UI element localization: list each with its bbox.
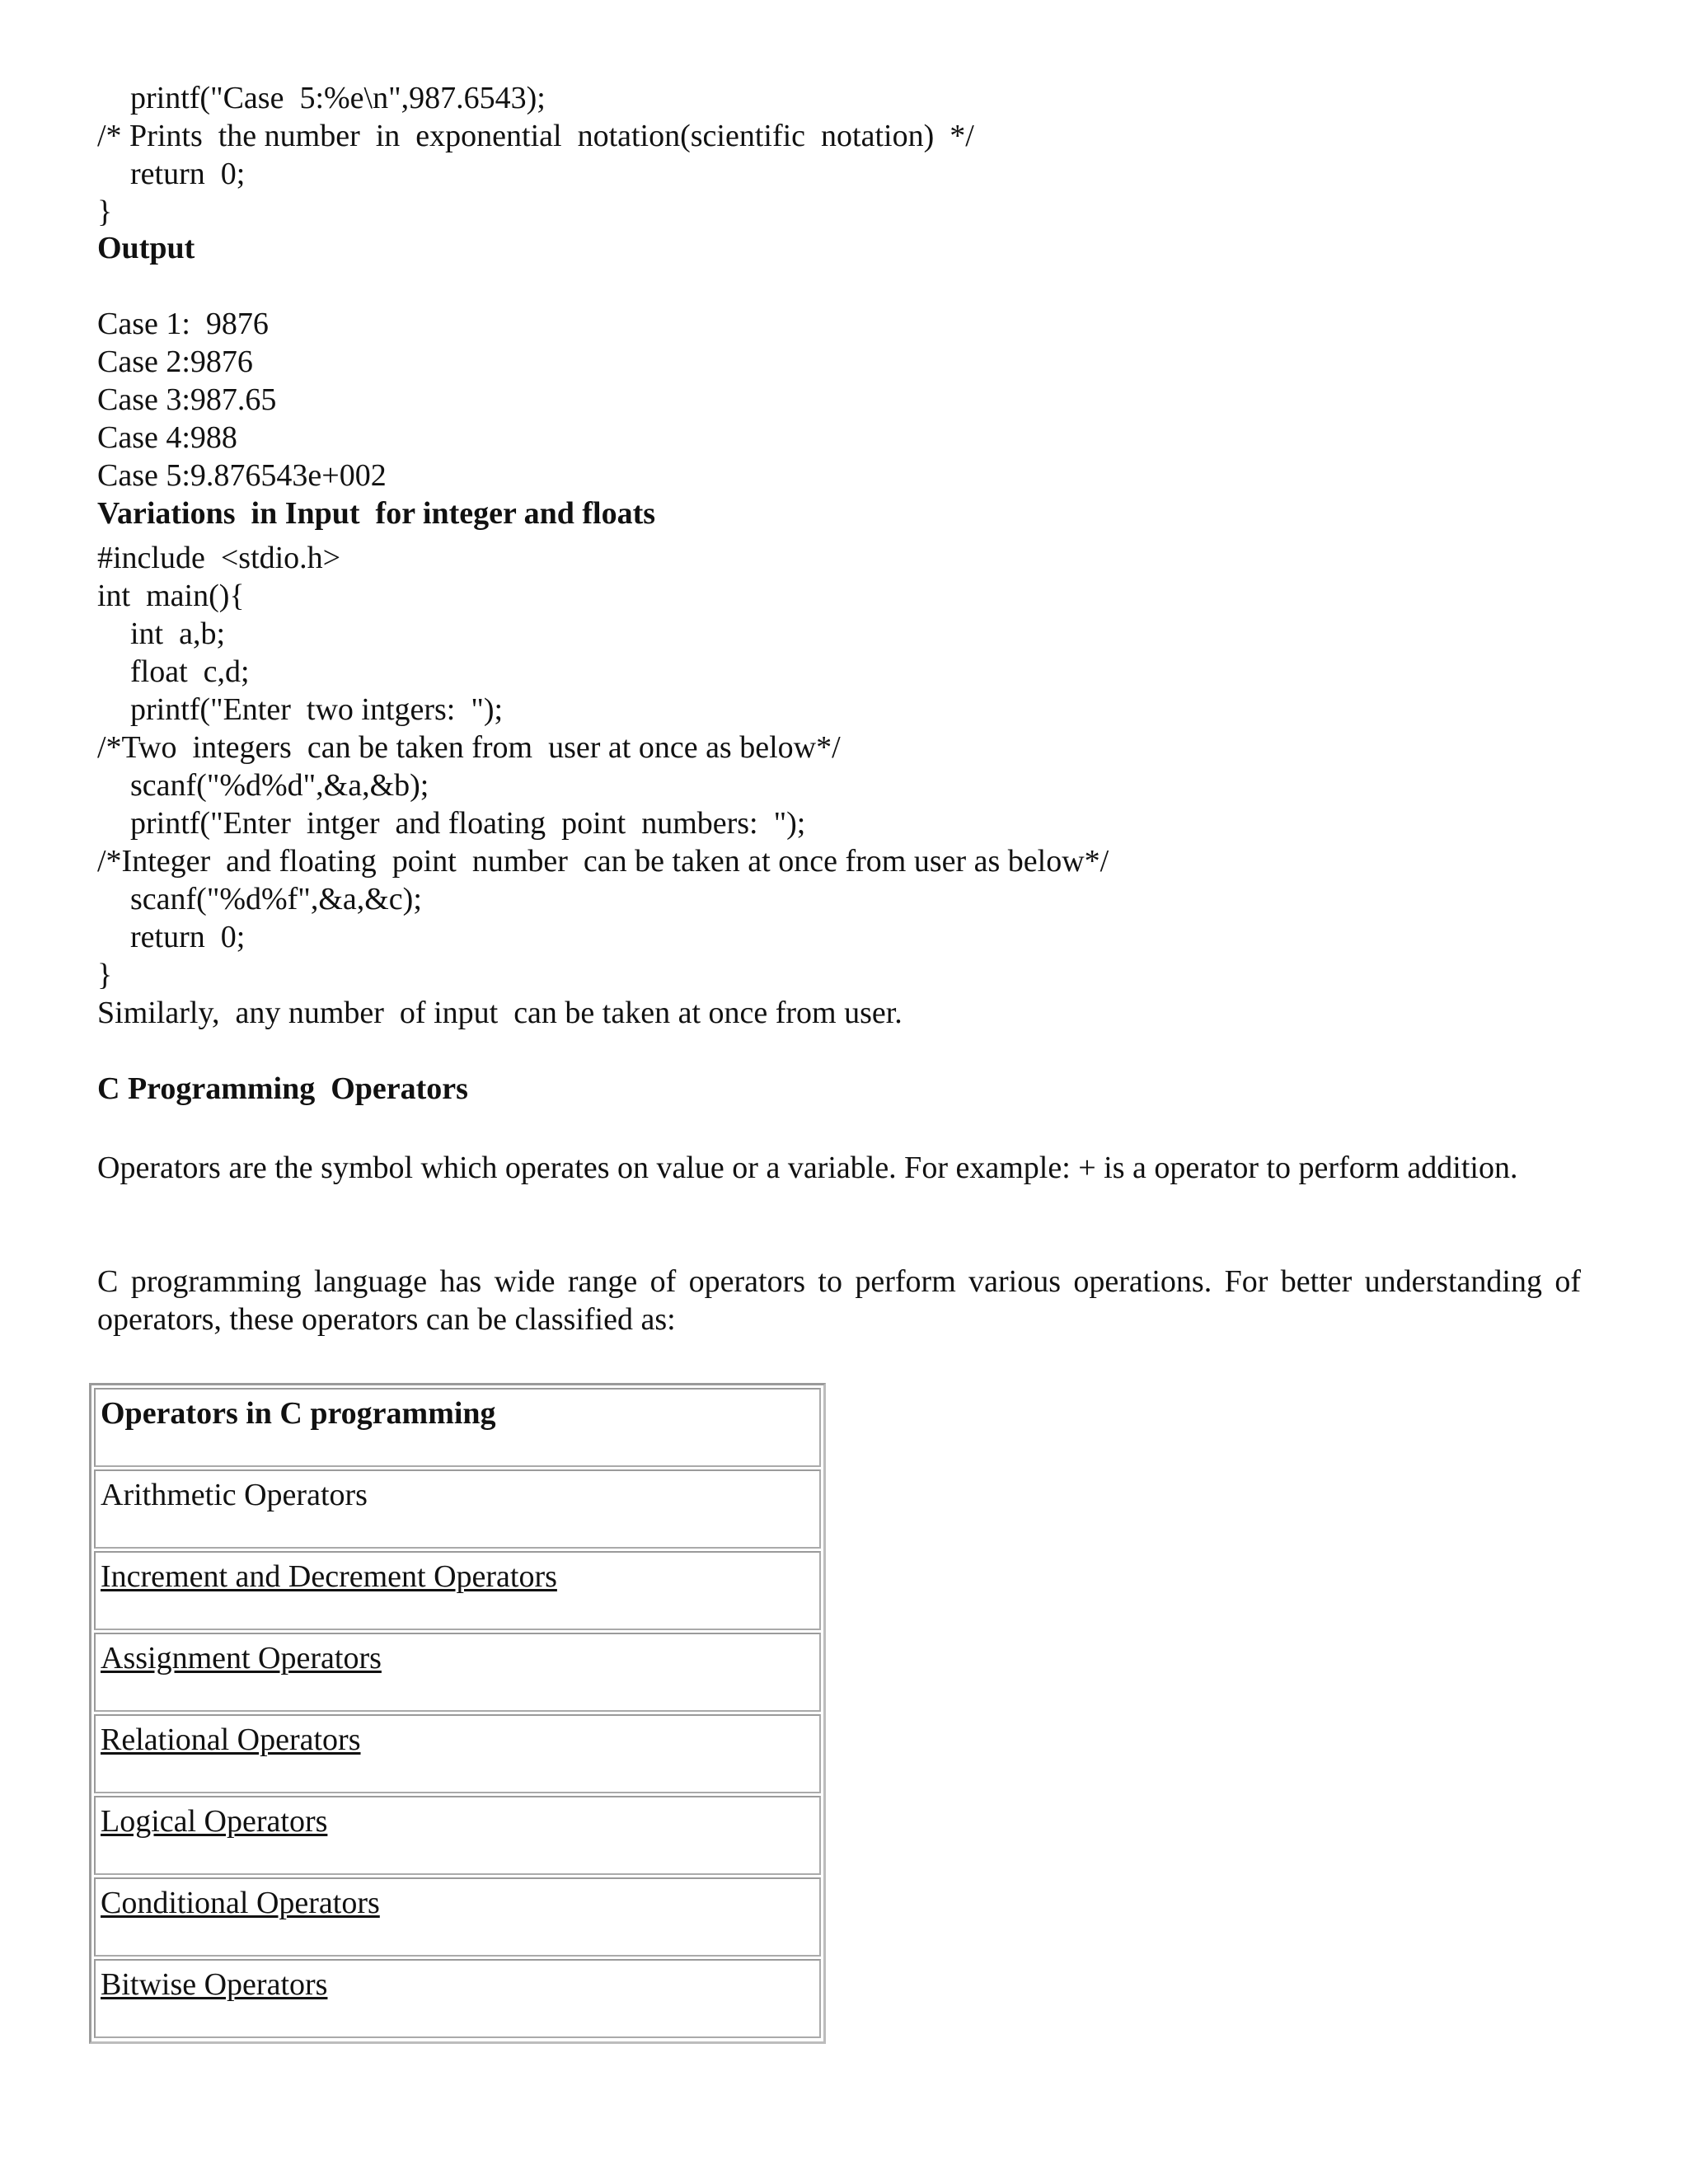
code-line: } [97,958,113,992]
similarly-text: Similarly, any number of input can be taken at once from user. [97,996,903,1030]
output-line: Case 5:9.876543e+002 [97,458,387,493]
table-header-label: Operators in C programming [101,1396,496,1431]
code-line: return 0; [130,157,246,191]
operators-table [89,1383,826,2044]
paragraph-operators-classification: C programming language has wide range of operators to perform various operations. For better understanding of operators, these operators can be classified as: [97,1264,1581,1337]
table-row [94,1469,821,1549]
table-row [94,1633,821,1712]
code-comment: /* Prints the number in exponential notation(scientific notation) */ [97,119,974,153]
table-row [94,1959,821,2038]
code-line: #include <stdio.h> [97,541,341,575]
output-heading: Output [97,231,195,265]
output-line: Case 2:9876 [97,344,253,379]
code-comment: /*Two integers can be taken from user at once as below*/ [97,730,841,765]
code-line: printf("Case 5:%e\n",987.6543); [130,81,546,115]
code-line: return 0; [130,920,246,954]
relational-operators-link[interactable]: Relational Operators [101,1722,361,1757]
conditional-operators-link[interactable]: Conditional Operators [101,1886,380,1920]
code-line: int main(){ [97,579,245,613]
table-row [94,1714,821,1793]
operators-heading: C Programming Operators [97,1071,468,1106]
code-comment: /*Integer and floating point number can be taken at once from user as below*/ [97,844,1109,879]
code-line: scanf("%d%f",&a,&c); [130,882,422,916]
code-line: float c,d; [130,654,250,689]
output-line: Case 1: 9876 [97,307,269,341]
code-line: printf("Enter intger and floating point numbers: "); [130,806,806,841]
code-line: int a,b; [130,616,226,651]
code-line: } [97,194,113,229]
table-row [94,1796,821,1875]
code-line: scanf("%d%d",&a,&b); [130,768,429,803]
variations-heading: Variations in Input for integer and floats [97,496,656,531]
paragraph-operators-intro: Operators are the symbol which operates on value or a variable. For example: + is a operator to perform addition. [97,1151,1518,1185]
bitwise-operators-link[interactable]: Bitwise Operators [101,1967,328,2002]
table-header-cell [94,1388,821,1467]
increment-decrement-operators-link[interactable]: Increment and Decrement Operators [101,1559,557,1594]
output-line: Case 4:988 [97,420,237,455]
logical-operators-link[interactable]: Logical Operators [101,1804,328,1839]
code-line: printf("Enter two intgers: "); [130,692,504,727]
assignment-operators-link[interactable]: Assignment Operators [101,1641,382,1675]
output-line: Case 3:987.65 [97,382,277,417]
table-row [94,1877,821,1957]
table-row [94,1551,821,1630]
arithmetic-operators-label: Arithmetic Operators [101,1478,368,1512]
